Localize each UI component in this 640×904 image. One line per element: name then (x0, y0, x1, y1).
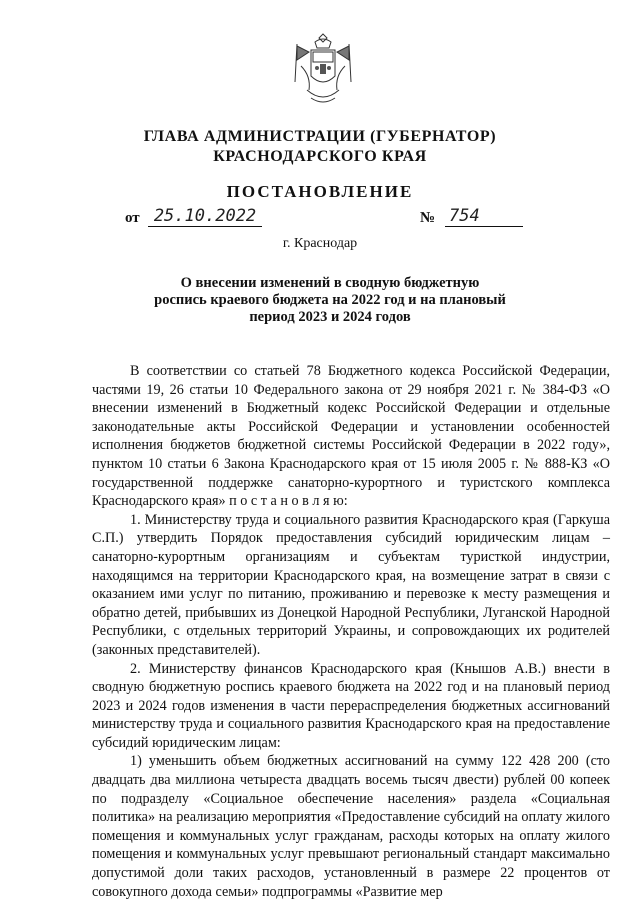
document-type-heading: ПОСТАНОВЛЕНИЕ (226, 182, 414, 201)
date-value: 25.10.2022 (148, 206, 262, 227)
body-paragraph-subitem-1: 1) уменьшить объем бюджетных ассигнований на сумму 122 428 200 (сто двадцать два миллиона четыреста двадцать восемь тысяч двести) рублей 00 копеек по подразделу «Социальное обеспечение населения» раздела «Социальная политика» на реализацию мероприятия «Предоставление субсидий на оплату жилого помещения и коммунальных услуг гражданам, расходы которых на оплату жилого помещения и коммунальных услуг превышают региональный стандарт максимально допустимой доли таких расходов, установленный в размере 22 процентов от совокупного дохода семьи» подпрограммы «Развитие мер (92, 753, 610, 900)
organization-line-2: КРАСНОДАРСКОГО КРАЯ (213, 148, 427, 165)
body-paragraph-preamble: В соответствии со статьей 78 Бюджетного кодекса Российской Федерации, частями 19, 26 статьи 10 Федерального закона от 29 ноября 2021 г. № 384-ФЗ «О внесении изменений в Бюджетный кодекс Российской Федерации и отдельные законодательные акты Российской Федерации и установлении особенностей исполнения бюджетов бюджетной системы Российской Федерации в 2022 году», пунктом 10 статьи 6 Закона Краснодарского края от 15 июля 2005 г. № 888-КЗ «О государственной поддержке санаторно-курортного и туристского комплекса Краснодарского края» п о с т а н о в л я ю: (92, 363, 610, 510)
coat-of-arms-emblem (287, 30, 359, 110)
document-title (100, 275, 560, 326)
title-line-1: О внесении изменений в сводную бюджетную (180, 275, 480, 291)
number-value: 754 (445, 206, 523, 227)
number-label: № (420, 210, 436, 226)
title-line-3: период 2023 и 2024 годов (249, 309, 411, 325)
body-paragraph-item-2: 2. Министерству финансов Краснодарского края (Кнышов А.В.) внести в сводную бюджетную роспись краевого бюджета на 2022 год и на плановый период 2023 и 2024 годов изменения в части перераспределения бюджетных ассигнований министерству труда и социального развития Краснодарского края на предоставление субсидий юридическим лицам: (92, 660, 610, 751)
title-line-2: роспись краевого бюджета на 2022 год и на плановый (154, 292, 506, 308)
document-body (92, 362, 610, 901)
organization-line-1: ГЛАВА АДМИНИСТРАЦИИ (ГУБЕРНАТОР) (143, 128, 497, 145)
date-label: от (125, 210, 140, 226)
body-paragraph-item-1: 1. Министерству труда и социального развития Краснодарского края (Гаркуша С.П.) утвердить Порядок предоставления субсидий юридическим лицам – санаторно-курортным организациям и субъектам туристкой индустрии, находящимся на территории Краснодарского края, на возмещение затрат в связи с оказанием ими услуг по питанию, проживанию и перевозке к месту размещения и обратно детей, прибывших из Донецкой Народной Республики, Луганской Народной Республики, с отдельных территорий Украины, и сопровождающих их родителей (законных представителей). (92, 511, 610, 658)
city-line: г. Краснодар (282, 236, 358, 251)
